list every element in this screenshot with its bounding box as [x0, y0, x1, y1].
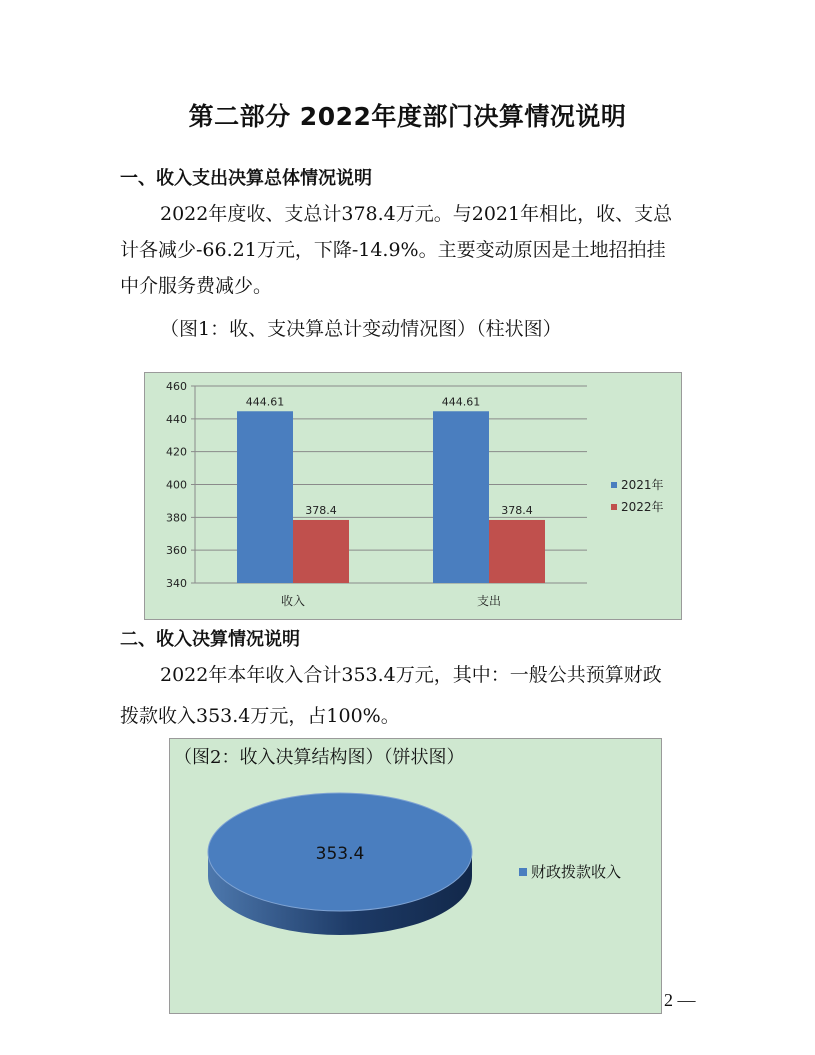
y-tick-label: 380 [166, 511, 187, 525]
pie-chart [170, 739, 661, 1013]
bar [293, 520, 349, 583]
figure1-caption: （图1：收、支决算总计变动情况图）（柱状图） [160, 318, 562, 340]
legend-label: 财政拨款收入 [531, 863, 622, 881]
legend-label: 2022年 [621, 500, 664, 514]
bar [489, 520, 545, 583]
legend-swatch [519, 868, 527, 876]
data-label: 444.61 [245, 395, 285, 409]
section2-paragraph-line-1: 2022年本年收入合计353.4万元，其中：一般公共预算财政 [160, 664, 662, 686]
section1-heading: 一、收入支出决算总体情况说明 [120, 168, 372, 189]
page-title: 第二部分 2022年度部门决算情况说明 [188, 102, 627, 131]
y-tick-label: 420 [166, 445, 187, 459]
section1-paragraph-line-3: 中介服务费减少。 [120, 275, 273, 297]
data-label: 444.61 [441, 395, 481, 409]
legend-swatch [611, 482, 617, 488]
section1-paragraph-line-2: 计各减少-66.21万元，下降-14.9%。主要变动原因是土地招拍挂 [120, 239, 666, 261]
data-label: 378.4 [305, 503, 337, 517]
x-tick-label: 收入 [280, 594, 306, 608]
bar-chart [145, 373, 681, 619]
pie-data-label: 353.4 [315, 844, 365, 864]
section2-heading: 二、收入决算情况说明 [120, 629, 300, 650]
y-tick-label: 460 [166, 380, 187, 393]
y-tick-label: 440 [166, 412, 187, 426]
section2-paragraph-line-2: 拨款收入353.4万元，占100%。 [120, 705, 400, 727]
bar [433, 411, 489, 583]
page-number: 2 — [664, 990, 696, 1010]
data-label: 378.4 [501, 503, 533, 517]
figure2-caption: （图2：收入决算结构图）（饼状图） [174, 747, 465, 768]
section1-paragraph-line-1: 2022年度收、支总计378.4万元。与2021年相比，收、支总 [160, 203, 673, 225]
y-tick-label: 340 [166, 577, 187, 590]
pie-chart-panel [169, 738, 662, 1014]
legend-label: 2021年 [621, 478, 664, 492]
bar [237, 411, 293, 583]
y-tick-label: 360 [166, 544, 187, 558]
x-tick-label: 支出 [476, 594, 502, 608]
y-tick-label: 400 [166, 478, 187, 492]
legend-swatch [611, 504, 617, 510]
bar-chart-panel [144, 372, 682, 620]
